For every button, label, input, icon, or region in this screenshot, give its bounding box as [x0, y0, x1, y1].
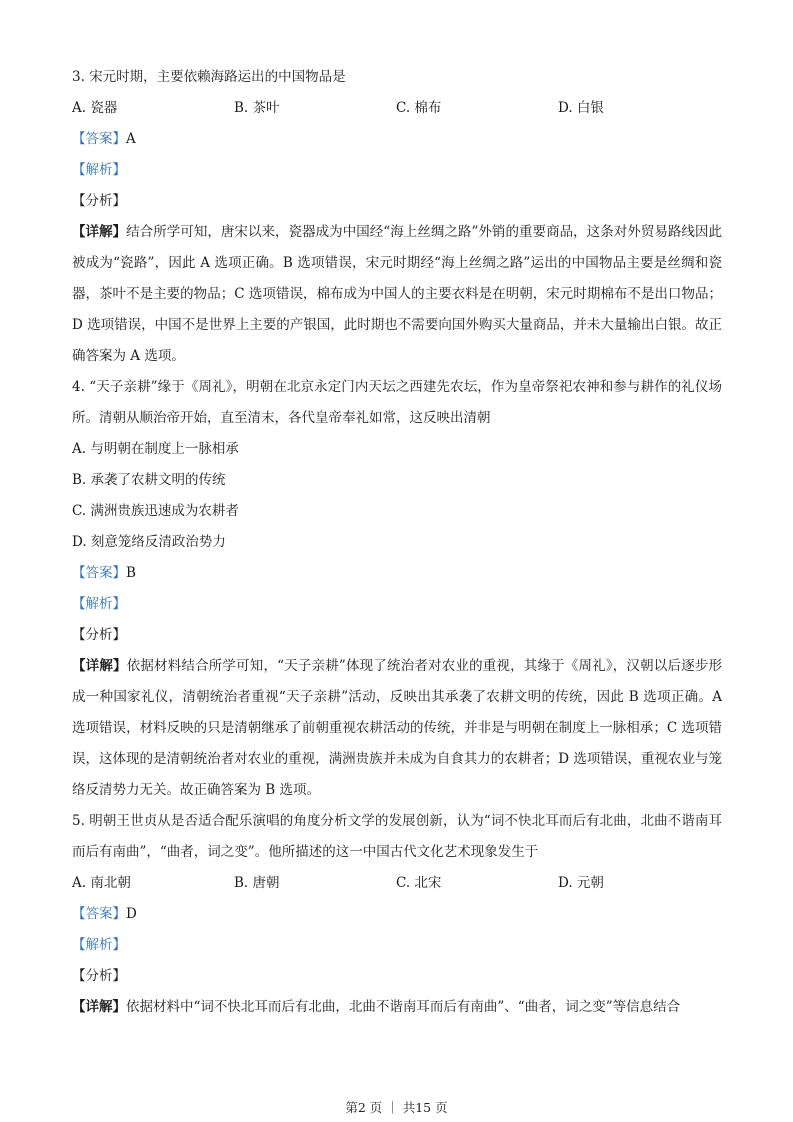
option-b: B. 茶叶 [234, 100, 280, 116]
options-row [72, 868, 722, 899]
detail-tag: 【详解】 [72, 999, 126, 1015]
option-b: B. 唐朝 [234, 875, 280, 891]
option-c: C. 北宋 [396, 875, 442, 891]
question-5 [72, 806, 722, 1023]
option-a: A. 与明朝在制度上一脉相承 [72, 441, 239, 457]
detail-tag: 【详解】 [72, 224, 127, 240]
question-stem: 5. 明朝王世贞从是否适合配乐演唱的角度分析文学的发展创新，认为“词不快北耳而后有北曲，北曲不谐南耳而后有南曲”，“曲者，词之变”。他所描述的这一中国古代文化艺术现象发生于 [72, 813, 722, 860]
option-c: C. 棉布 [396, 100, 442, 116]
analysis-tag: 【解析】 [72, 937, 126, 953]
analysis-tag: 【解析】 [72, 596, 126, 612]
option-d: D. 刻意笼络反清政治势力 [72, 534, 226, 550]
page-content [72, 62, 722, 1023]
detail-text: 依据材料结合所学可知，“天子亲耕”体现了统治者对农业的重视，其缘于《周礼》，汉朝以后逐步形成一种国家礼仪，清朝统治者重视“天子亲耕”活动，反映出其承袭了农耕文明的传统，因此 B 选项正确。A 选项错误，材料反映的只是清朝继承了前朝重视农耕活动的传统，并非是与明朝在制度上一脉相承；C 选项错误，这体现的是清朝统治者对农业的重视，满洲贵族并未成为自食其力的农耕者；D 选项错误，重视农业与笼络反清势力无关。故正确答案为 B 选项。 [72, 658, 722, 798]
question-3 [72, 62, 722, 372]
question-stem: 3. 宋元时期，主要依赖海路运出的中国物品是 [72, 69, 346, 85]
detail-text: 结合所学可知，唐宋以来，瓷器成为中国经“海上丝绸之路”外销的重要商品，这条对外贸易路线因此被成为“瓷路”，因此 A 选项正确。B 选项错误，宋元时期经“海上丝绸之路”运出的中国物品主要是丝绸和瓷器，茶叶不是主要的物品；C 选项错误，棉布成为中国人的主要衣料是在明朝，宋元时期棉布不是出口物品；D 选项错误，中国不是世界上主要的产银国，此时期也不需要向国外购买大量商品，并未大量输出白银。故正确答案为 A 选项。 [72, 224, 722, 364]
question-4 [72, 372, 722, 806]
question-stem: 4. “天子亲耕”缘于《周礼》，明朝在北京永定门内天坛之西建先农坛，作为皇帝祭祀农神和参与耕作的礼仪场所。清朝从顺治帝开始，直至清末，各代皇帝奉礼如常，这反映出清朝 [72, 379, 722, 426]
answer-value: B [126, 565, 136, 581]
fenxi-tag: 【分析】 [72, 968, 126, 984]
answer-value: A [126, 131, 136, 147]
option-a: A. 瓷器 [72, 100, 118, 116]
answer-tag: 【答案】 [72, 565, 126, 581]
option-a: A. 南北朝 [72, 875, 131, 891]
option-d: D. 元朝 [558, 875, 604, 891]
analysis-tag: 【解析】 [72, 162, 126, 178]
option-b: B. 承袭了农耕文明的传统 [72, 472, 226, 488]
detail-paragraph [72, 992, 722, 1023]
page-footer: 第2 页 ｜ 共15 页 [345, 1100, 448, 1115]
detail-paragraph [72, 651, 722, 806]
answer-line [72, 558, 722, 589]
answer-line [72, 899, 722, 930]
answer-tag: 【答案】 [72, 906, 126, 922]
option-d: D. 白银 [558, 100, 604, 116]
answer-tag: 【答案】 [72, 131, 126, 147]
detail-tag: 【详解】 [72, 658, 127, 674]
detail-text: 依据材料中“词不快北耳而后有北曲，北曲不谐南耳而后有南曲”、“曲者，词之变”等信息结合 [126, 999, 681, 1015]
answer-value: D [126, 906, 137, 922]
fenxi-tag: 【分析】 [72, 627, 126, 643]
options-row [72, 93, 722, 124]
fenxi-tag: 【分析】 [72, 193, 126, 209]
detail-paragraph [72, 217, 722, 372]
answer-line [72, 124, 722, 155]
option-c: C. 满洲贵族迅速成为农耕者 [72, 503, 239, 519]
